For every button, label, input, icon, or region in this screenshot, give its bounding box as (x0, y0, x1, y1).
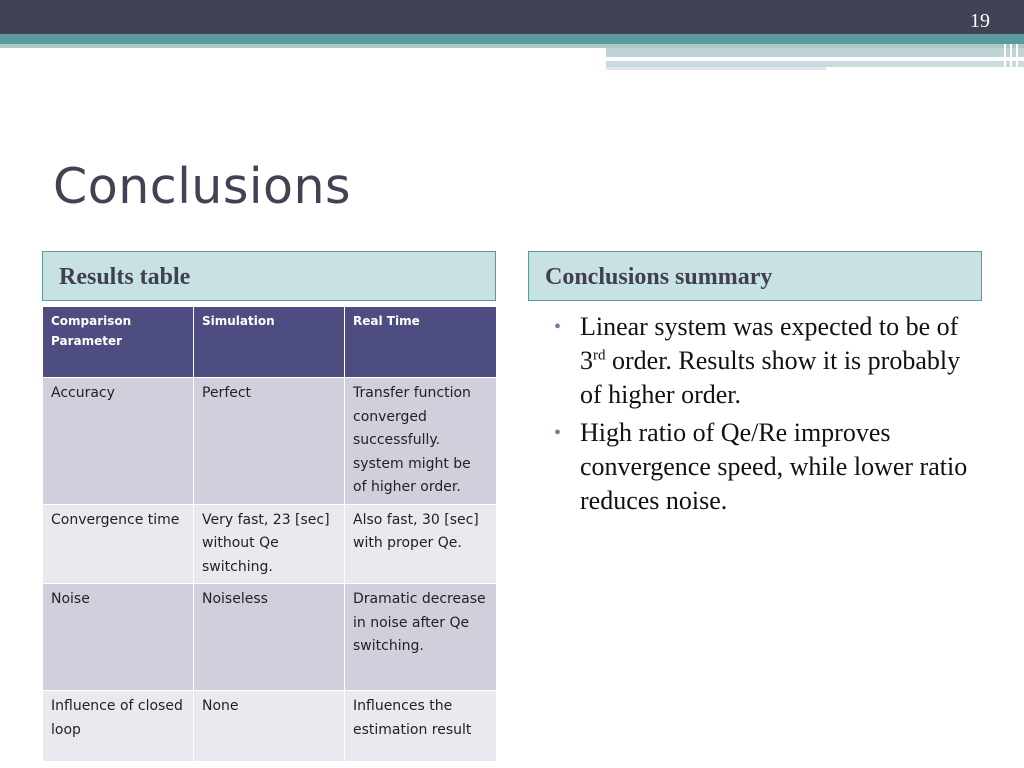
conclusions-list (548, 310, 988, 522)
bullet-icon: • (554, 422, 562, 444)
column-header: Simulation (194, 307, 345, 378)
table-cell: Dramatic decrease in noise after Qe switching. (345, 584, 497, 691)
decor-strip (606, 67, 826, 70)
decor-strip (606, 48, 1024, 57)
table-cell: Noiseless (194, 584, 345, 691)
conclusions-summary-header: Conclusions summary (528, 251, 982, 301)
top-band-dark (0, 0, 1024, 34)
table-cell: Very fast, 23 [sec] without Qe switching. (194, 504, 345, 584)
table-cell: Accuracy (43, 378, 194, 505)
bullet-text-1a: Linear system was expected to be of 3 (580, 312, 959, 375)
table-row (43, 504, 497, 584)
list-item (548, 416, 988, 518)
table-cell: Also fast, 30 [sec] with proper Qe. (345, 504, 497, 584)
table-cell: Influence of closed loop (43, 691, 194, 762)
slide-title: Conclusions (53, 158, 352, 215)
table-cell: Influences the estimation result (345, 691, 497, 762)
table-row (43, 378, 497, 505)
table-cell: None (194, 691, 345, 762)
list-item (548, 310, 988, 412)
bullet-icon: • (554, 316, 562, 338)
table-header-row (43, 307, 497, 378)
table-row (43, 691, 497, 762)
top-band-teal (0, 34, 1024, 44)
table-row (43, 584, 497, 691)
superscript: rd (593, 347, 606, 364)
table-cell: Perfect (194, 378, 345, 505)
column-header: Comparison Parameter (43, 307, 194, 378)
decor-line (1004, 44, 1006, 70)
decor-line (1010, 44, 1012, 70)
column-header: Real Time (345, 307, 497, 378)
bullet-text-1b: order. Results show it is probably of higher order. (580, 346, 961, 409)
table-cell: Noise (43, 584, 194, 691)
decor-line (1016, 44, 1018, 70)
page-number: 19 (970, 10, 990, 32)
results-table (42, 306, 497, 762)
bullet-text-2: High ratio of Qe/Re improves convergence speed, while lower ratio reduces noise. (580, 418, 968, 515)
table-cell: Transfer function converged successfully. system might be of higher order. (345, 378, 497, 505)
table-cell: Convergence time (43, 504, 194, 584)
results-table-header: Results table (42, 251, 496, 301)
